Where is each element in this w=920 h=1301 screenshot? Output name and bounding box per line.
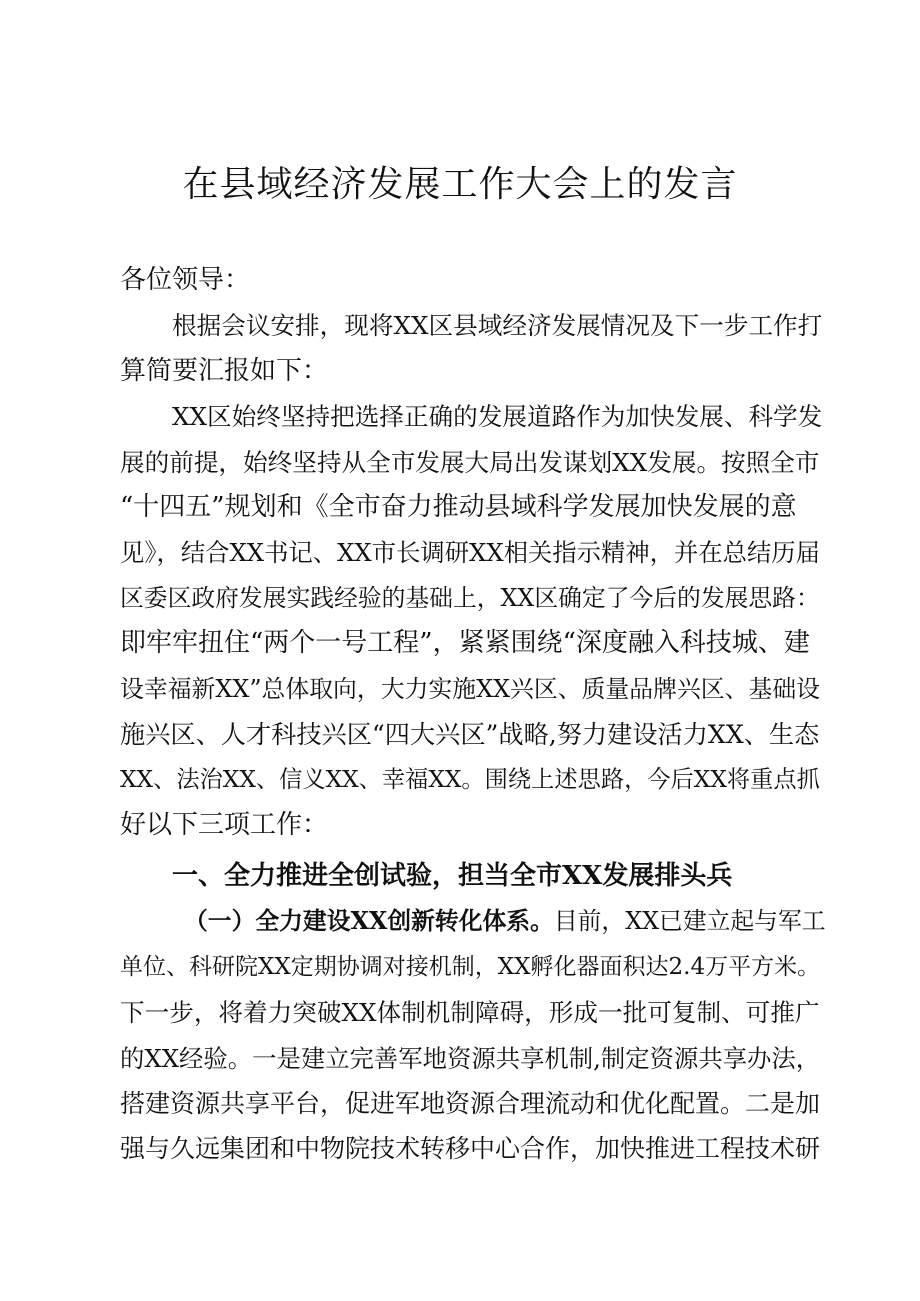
subsection-line: 搭建资源共享平台，促进军地资源合理流动和优化配置。二是加 — [120, 1089, 821, 1119]
strategy-line: 施兴区、人才科技兴区“四大兴区”战略,努力建设活力XX、生态 — [120, 719, 820, 749]
strategy-line: “十四五”规划和《全市奋力推动县域科学发展加快发展的意 — [120, 491, 797, 522]
strategy-line: 展的前提，始终坚持从全市发展大局出发谋划XX发展。按照全市 — [120, 447, 820, 477]
subsection-line: 下一步，将着力突破XX体制机制障碍，形成一批可复制、可推广 — [120, 998, 820, 1028]
subsection-line: 强与久远集团和中物院技术转移中心合作，加快推进工程技术研 — [120, 1134, 821, 1164]
strategy-line: 好以下三项工作： — [120, 809, 329, 840]
strategy-line: 即牢牢扭住“两个一号工程”，紧紧围绕“深度融入科技城、建 — [120, 628, 810, 659]
intro-line: 根据会议安排，现将XX区县域经济发展情况及下一步工作打 — [172, 311, 823, 341]
strategy-line: 区委区政府发展实践经验的基础上，XX区确定了今后的发展思路： — [120, 583, 820, 612]
salutation: 各位领导： — [120, 265, 251, 295]
strategy-line: XX区始终坚持把选择正确的发展道路作为加快发展、科学发 — [172, 402, 823, 432]
section-heading: 一、全力推进全创试验，担当全市XX发展排头兵 — [172, 861, 733, 892]
document-body — [120, 258, 826, 1172]
strategy-line: 设幸福新XX”总体取向，大力实施XX兴区、质量品牌兴区、基础设 — [120, 674, 821, 703]
subsection-heading: （一）全力建设XX创新转化体系。 — [184, 907, 554, 936]
intro-line: 算简要汇报如下： — [120, 355, 329, 386]
subsection-text: 目前，XX已建立起与军工 — [553, 907, 826, 936]
subsection-line: 单位、科研院XX定期协调对接机制，XX孵化器面积达2.4万平方米。 — [120, 953, 821, 980]
document-title: 在县域经济发展工作大会上的发言 — [182, 164, 738, 205]
subsection-first-line — [120, 899, 826, 944]
strategy-line: XX、法治XX、信义XX、幸福XX。围绕上述思路，今后XX将重点抓 — [120, 766, 820, 794]
strategy-line: 见》，结合XX书记、XX市长调研XX相关指示精神，并在总结历届 — [120, 538, 820, 568]
subsection-line: 的XX经验。一是建立完善军地资源共享机制,制定资源共享办法， — [120, 1043, 821, 1073]
